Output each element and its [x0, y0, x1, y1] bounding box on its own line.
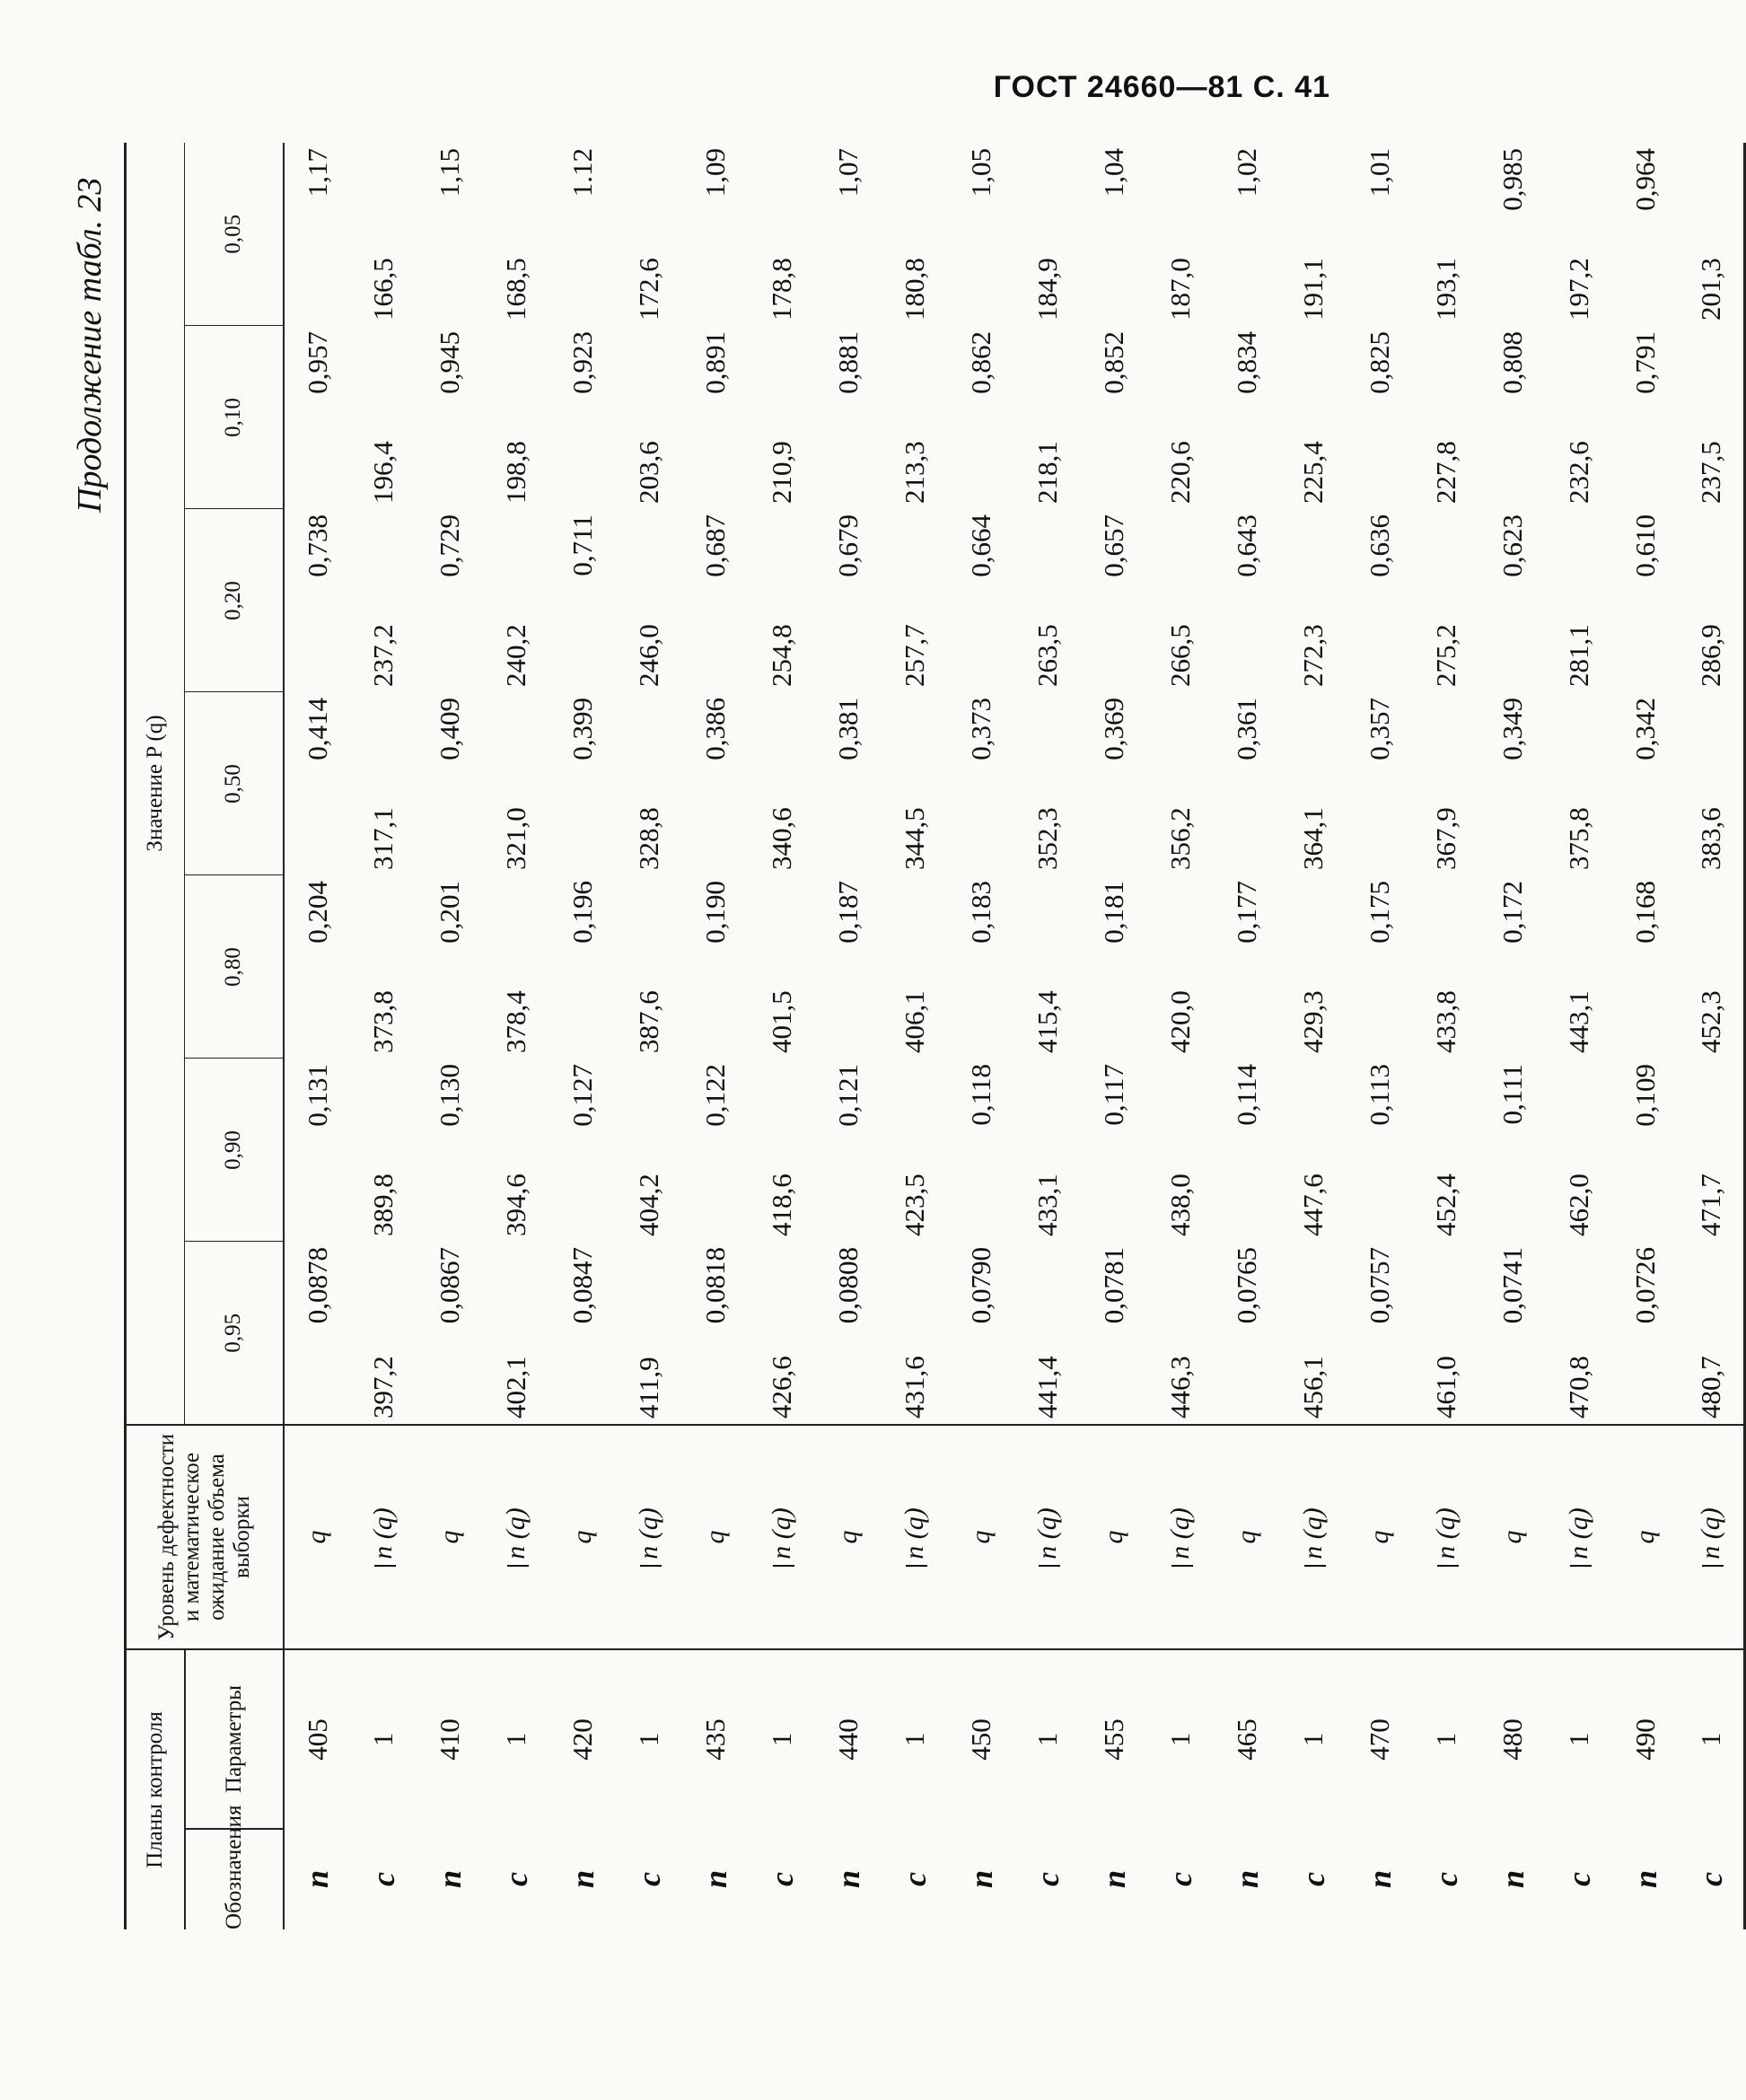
- symbol-cell: c: [1560, 1872, 1597, 1886]
- q-value-cell: 0,373: [965, 698, 996, 760]
- nq-value-cell: 196,4: [367, 441, 399, 504]
- parameter-cell: 1: [749, 1649, 815, 1829]
- level-label: n (q): [633, 1507, 663, 1560]
- level-label: q: [302, 1530, 331, 1544]
- nq-value-cell: 401,5: [766, 990, 797, 1053]
- nq-value-cell: 257,7: [899, 624, 930, 687]
- table-row: [882, 143, 948, 1929]
- nq-value-cell: 433,8: [1430, 990, 1461, 1053]
- nq-value-cell: 389,8: [367, 1173, 399, 1236]
- overline-mark: [1570, 1565, 1592, 1567]
- q-value-cell: 0,386: [699, 698, 731, 760]
- symbol-cell: n: [1627, 1869, 1663, 1889]
- symbol-cell: c: [896, 1872, 933, 1886]
- q-value-cell: 0,729: [434, 514, 465, 577]
- table-row: [1014, 143, 1081, 1929]
- level-cell: [1147, 1425, 1214, 1649]
- level-cell: [1280, 1425, 1347, 1649]
- nq-value-cell: 213,3: [899, 441, 930, 504]
- page-header: ГОСТ 24660—81 С. 41: [993, 70, 1330, 104]
- q-value-cell: 0,172: [1496, 881, 1528, 944]
- q-value-cell: 0,414: [301, 698, 333, 760]
- p-column-header: 0,95: [185, 1242, 284, 1425]
- level-label: q: [965, 1530, 996, 1544]
- q-value-cell: 0,738: [301, 514, 333, 577]
- q-value-cell: 1,01: [1364, 147, 1395, 198]
- q-value-cell: 0,399: [566, 698, 598, 760]
- level-label: q: [1231, 1530, 1261, 1544]
- level-cell: [882, 1425, 948, 1649]
- symbol-cell: n: [1095, 1869, 1132, 1889]
- nq-value-cell: 364,1: [1297, 807, 1329, 870]
- nq-value-cell: 431,6: [899, 1356, 930, 1419]
- p-column-header: 0,80: [185, 875, 284, 1059]
- nq-value-cell: 456,1: [1297, 1356, 1329, 1419]
- nq-value-cell: 178,8: [766, 258, 797, 321]
- nq-value-cell: 272,3: [1297, 624, 1329, 687]
- nq-value-cell: 480,7: [1695, 1356, 1727, 1419]
- nq-value-cell: 254,8: [766, 624, 797, 687]
- q-value-cell: 0,825: [1364, 331, 1395, 394]
- q-value-cell: 0,175: [1364, 881, 1395, 944]
- parameter-cell: 1: [616, 1649, 682, 1829]
- nq-value-cell: 402,1: [500, 1356, 531, 1419]
- parameter-cell: 440: [815, 1649, 882, 1829]
- table-row: [948, 143, 1014, 1929]
- q-value-cell: 0,118: [965, 1064, 996, 1126]
- nq-value-cell: 375,8: [1563, 807, 1594, 870]
- table-row: [483, 143, 549, 1929]
- symbol-column-header: Обозначения: [185, 1829, 284, 1929]
- level-cell: [1546, 1425, 1612, 1649]
- q-value-cell: 0,623: [1496, 514, 1528, 577]
- q-value-cell: 0,957: [301, 331, 333, 394]
- symbol-cell: c: [1692, 1872, 1729, 1886]
- parameter-cell: 1: [350, 1649, 417, 1829]
- q-value-cell: 1,15: [434, 147, 465, 198]
- q-value-cell: 0,985: [1496, 147, 1528, 211]
- level-cell: [1014, 1425, 1081, 1649]
- overline-mark: [906, 1565, 927, 1567]
- symbol-cell: n: [431, 1869, 468, 1889]
- table-row: [682, 143, 749, 1929]
- q-value-cell: 0,0726: [1629, 1247, 1661, 1324]
- nq-value-cell: 344,5: [899, 807, 930, 870]
- level-cell: [1679, 1425, 1745, 1649]
- level-cell: [1413, 1425, 1479, 1649]
- q-value-cell: 0,945: [434, 331, 465, 394]
- nq-value-cell: 378,4: [500, 990, 531, 1053]
- q-value-cell: 0,381: [832, 698, 864, 760]
- nq-value-cell: 387,6: [633, 990, 664, 1053]
- q-value-cell: 1,04: [1098, 147, 1129, 198]
- nq-value-cell: 373,8: [367, 990, 399, 1053]
- params-column-header: Параметры: [185, 1649, 284, 1829]
- q-value-cell: 0,0808: [832, 1247, 864, 1324]
- nq-value-cell: 275,2: [1430, 624, 1461, 687]
- q-value-cell: 0,636: [1364, 514, 1395, 577]
- nq-value-cell: 433,1: [1031, 1173, 1063, 1236]
- table-row: [1347, 143, 1413, 1929]
- parameter-cell: 1: [1014, 1649, 1081, 1829]
- table-row: [284, 143, 350, 1929]
- q-value-cell: 0,114: [1231, 1064, 1262, 1126]
- symbol-cell: c: [630, 1872, 667, 1886]
- parameter-cell: 490: [1612, 1649, 1679, 1829]
- q-value-cell: 0,687: [699, 514, 731, 577]
- level-cell: [948, 1425, 1014, 1649]
- table-row: [815, 143, 882, 1929]
- q-value-cell: 0,923: [566, 331, 598, 394]
- nq-value-cell: 246,0: [633, 624, 664, 687]
- q-value-cell: 0,0818: [699, 1247, 731, 1324]
- nq-value-cell: 394,6: [500, 1173, 531, 1236]
- overline-mark: [773, 1565, 794, 1567]
- nq-value-cell: 240,2: [500, 624, 531, 687]
- level-cell: [815, 1425, 882, 1649]
- level-label: n (q): [500, 1507, 531, 1560]
- q-value-cell: 0,349: [1496, 698, 1528, 760]
- q-value-cell: 1,17: [301, 147, 333, 198]
- nq-value-cell: 232,6: [1563, 441, 1594, 504]
- q-value-cell: 0,791: [1629, 331, 1661, 394]
- table-row: [350, 143, 417, 1929]
- overline-mark: [507, 1565, 529, 1567]
- symbol-cell: c: [1162, 1872, 1198, 1886]
- q-value-cell: 0,130: [434, 1064, 465, 1127]
- q-value-cell: 0,711: [566, 514, 598, 576]
- q-value-cell: 1,05: [965, 147, 996, 198]
- nq-value-cell: 187,0: [1164, 258, 1196, 321]
- q-value-cell: 0,111: [1496, 1064, 1528, 1125]
- level-cell: [417, 1425, 483, 1649]
- nq-value-cell: 193,1: [1430, 258, 1461, 321]
- nq-value-cell: 191,1: [1297, 258, 1329, 321]
- parameter-cell: 420: [549, 1649, 616, 1829]
- level-label: q: [1364, 1530, 1394, 1544]
- level-label: n (q): [1695, 1507, 1725, 1560]
- q-value-cell: 0,168: [1629, 881, 1661, 944]
- nq-value-cell: 452,4: [1430, 1173, 1461, 1236]
- nq-value-cell: 352,3: [1031, 807, 1063, 870]
- nq-value-cell: 197,2: [1563, 258, 1594, 321]
- table-continuation-title: Продолжение табл. 23: [71, 177, 109, 513]
- symbol-cell: n: [564, 1869, 601, 1889]
- symbol-cell: n: [1361, 1869, 1398, 1889]
- parameter-cell: 455: [1081, 1649, 1147, 1829]
- symbol-cell: n: [1494, 1869, 1531, 1889]
- symbol-cell: n: [697, 1869, 733, 1889]
- q-value-cell: 0,0757: [1364, 1247, 1395, 1324]
- level-cell: [616, 1425, 682, 1649]
- level-cell: [483, 1425, 549, 1649]
- table-row: [1546, 143, 1612, 1929]
- table-row: [1612, 143, 1679, 1929]
- q-value-cell: 0,187: [832, 881, 864, 944]
- table-row: [1479, 143, 1546, 1929]
- values-group-header: Значение P (q): [126, 143, 185, 1425]
- q-value-cell: 0,852: [1098, 331, 1129, 394]
- symbol-cell: c: [364, 1872, 401, 1886]
- q-value-cell: 0,643: [1231, 514, 1262, 577]
- nq-value-cell: 340,6: [766, 807, 797, 870]
- nq-value-cell: 404,2: [633, 1173, 664, 1236]
- level-cell: [682, 1425, 749, 1649]
- nq-value-cell: 383,6: [1695, 807, 1727, 870]
- table-row: [616, 143, 682, 1929]
- parameter-cell: 1: [1280, 1649, 1347, 1829]
- nq-value-cell: 203,6: [633, 441, 664, 504]
- table-row: [749, 143, 815, 1929]
- parameter-cell: 1: [1147, 1649, 1214, 1829]
- nq-value-cell: 263,5: [1031, 624, 1063, 687]
- nq-value-cell: 452,3: [1695, 990, 1727, 1053]
- nq-value-cell: 225,4: [1297, 441, 1329, 504]
- level-cell: [549, 1425, 616, 1649]
- q-value-cell: 0,834: [1231, 331, 1262, 394]
- level-label: n (q): [1430, 1507, 1461, 1560]
- q-value-cell: 0,369: [1098, 698, 1129, 760]
- q-value-cell: 0,964: [1629, 147, 1661, 211]
- q-value-cell: 0,862: [965, 331, 996, 394]
- q-value-cell: 0,0867: [434, 1247, 465, 1324]
- q-value-cell: 1,02: [1231, 147, 1262, 198]
- p-column-header: 0,50: [185, 692, 284, 875]
- parameter-cell: 450: [948, 1649, 1014, 1829]
- q-value-cell: 0,109: [1629, 1064, 1661, 1127]
- level-label: n (q): [899, 1507, 929, 1560]
- parameter-cell: 410: [417, 1649, 483, 1829]
- p-column-header: 0,10: [185, 326, 284, 509]
- q-value-cell: 0,357: [1364, 698, 1395, 760]
- nq-value-cell: 356,2: [1164, 807, 1196, 870]
- overline-mark: [1171, 1565, 1193, 1567]
- q-value-cell: 0,127: [566, 1064, 598, 1127]
- q-value-cell: 0,610: [1629, 514, 1661, 577]
- nq-value-cell: 415,4: [1031, 990, 1063, 1053]
- q-value-cell: 0,0847: [566, 1247, 598, 1324]
- parameter-cell: 1: [1413, 1649, 1479, 1829]
- table-row: [1679, 143, 1745, 1929]
- nq-value-cell: 172,6: [633, 258, 664, 321]
- nq-value-cell: 286,9: [1695, 624, 1727, 687]
- q-value-cell: 0,122: [699, 1064, 731, 1127]
- nq-value-cell: 443,1: [1563, 990, 1594, 1053]
- table-body: [284, 143, 1745, 1929]
- level-cell: [350, 1425, 417, 1649]
- q-value-cell: 0,0741: [1496, 1247, 1528, 1324]
- q-value-cell: 0,881: [832, 331, 864, 394]
- symbol-cell: c: [1029, 1872, 1066, 1886]
- nq-value-cell: 237,5: [1695, 441, 1727, 504]
- table-row: [549, 143, 616, 1929]
- nq-value-cell: 201,3: [1695, 258, 1727, 321]
- level-label: q: [832, 1530, 863, 1544]
- level-label: n (q): [1164, 1507, 1195, 1560]
- nq-value-cell: 418,6: [766, 1173, 797, 1236]
- level-label: n (q): [1563, 1507, 1593, 1560]
- level-cell: [1347, 1425, 1413, 1649]
- q-value-cell: 0,196: [566, 881, 598, 944]
- level-label: q: [1496, 1530, 1527, 1544]
- level-cell: [284, 1425, 350, 1649]
- nq-value-cell: 423,5: [899, 1173, 930, 1236]
- nq-value-cell: 367,9: [1430, 807, 1461, 870]
- q-value-cell: 0,201: [434, 881, 465, 944]
- nq-value-cell: 447,6: [1297, 1173, 1329, 1236]
- nq-value-cell: 198,8: [500, 441, 531, 504]
- parameter-cell: 470: [1347, 1649, 1413, 1829]
- nq-value-cell: 237,2: [367, 624, 399, 687]
- level-label: q: [1629, 1530, 1660, 1544]
- nq-value-cell: 210,9: [766, 441, 797, 504]
- nq-value-cell: 220,6: [1164, 441, 1196, 504]
- symbol-cell: c: [1294, 1872, 1331, 1886]
- level-label: n (q): [1031, 1507, 1062, 1560]
- symbol-cell: c: [763, 1872, 800, 1886]
- overline-mark: [1437, 1565, 1459, 1567]
- q-value-cell: 0,657: [1098, 514, 1129, 577]
- table-row: [1214, 143, 1280, 1929]
- overline-mark: [1039, 1565, 1060, 1567]
- plans-group-header: Планы контроля: [126, 1649, 185, 1929]
- parameter-cell: 1: [1546, 1649, 1612, 1829]
- nq-value-cell: 317,1: [367, 807, 399, 870]
- q-value-cell: 0,409: [434, 698, 465, 760]
- nq-value-cell: 429,3: [1297, 990, 1329, 1053]
- nq-value-cell: 266,5: [1164, 624, 1196, 687]
- q-value-cell: 0,664: [965, 514, 996, 577]
- overline-mark: [1304, 1565, 1326, 1567]
- q-value-cell: 0,113: [1364, 1064, 1395, 1126]
- symbol-cell: n: [1228, 1869, 1265, 1889]
- sampling-plan-table: [124, 143, 1746, 1929]
- nq-value-cell: 321,0: [500, 807, 531, 870]
- table-row: [1280, 143, 1347, 1929]
- level-cell: [749, 1425, 815, 1649]
- nq-value-cell: 446,3: [1164, 1356, 1196, 1419]
- table-row: [417, 143, 483, 1929]
- q-value-cell: 0,361: [1231, 698, 1262, 760]
- nq-value-cell: 397,2: [367, 1356, 399, 1419]
- parameter-cell: 1: [483, 1649, 549, 1829]
- symbol-cell: c: [1427, 1872, 1464, 1886]
- parameter-cell: 435: [682, 1649, 749, 1829]
- symbol-cell: n: [829, 1869, 866, 1889]
- overline-mark: [374, 1565, 396, 1567]
- parameter-cell: 480: [1479, 1649, 1546, 1829]
- symbol-cell: n: [299, 1869, 335, 1889]
- q-value-cell: 0,679: [832, 514, 864, 577]
- level-label: q: [434, 1530, 464, 1544]
- nq-value-cell: 426,6: [766, 1356, 797, 1419]
- nq-value-cell: 411,9: [633, 1357, 664, 1419]
- level-label: q: [699, 1530, 730, 1544]
- q-value-cell: 0,0781: [1098, 1247, 1129, 1324]
- overline-mark: [640, 1565, 662, 1567]
- table-row: [1413, 143, 1479, 1929]
- nq-value-cell: 471,7: [1695, 1173, 1727, 1236]
- nq-value-cell: 470,8: [1563, 1356, 1594, 1419]
- q-value-cell: 1,07: [832, 147, 864, 198]
- table-row: [1147, 143, 1214, 1929]
- nq-value-cell: 438,0: [1164, 1173, 1196, 1236]
- parameter-cell: 1: [1679, 1649, 1745, 1829]
- nq-value-cell: 180,8: [899, 258, 930, 321]
- symbol-cell: n: [962, 1869, 999, 1889]
- nq-value-cell: 406,1: [899, 990, 930, 1053]
- q-value-cell: 0,891: [699, 331, 731, 394]
- nq-value-cell: 227,8: [1430, 441, 1461, 504]
- parameter-cell: 1: [882, 1649, 948, 1829]
- q-value-cell: 0,177: [1231, 881, 1262, 944]
- nq-value-cell: 184,9: [1031, 258, 1063, 321]
- table-row: [1081, 143, 1147, 1929]
- level-cell: [1479, 1425, 1546, 1649]
- p-column-header: 0,90: [185, 1059, 284, 1242]
- q-value-cell: 0,204: [301, 881, 333, 944]
- p-column-header: 0,05: [185, 143, 284, 326]
- q-value-cell: 0,131: [301, 1064, 333, 1127]
- symbol-cell: c: [497, 1872, 534, 1886]
- nq-value-cell: 168,5: [500, 258, 531, 321]
- q-value-cell: 0,190: [699, 881, 731, 944]
- q-value-cell: 0,342: [1629, 698, 1661, 760]
- p-column-header: 0,20: [185, 509, 284, 692]
- level-cell: [1214, 1425, 1280, 1649]
- nq-value-cell: 462,0: [1563, 1173, 1594, 1236]
- nq-value-cell: 281,1: [1563, 624, 1594, 687]
- level-label: n (q): [367, 1507, 398, 1560]
- level-cell: [1081, 1425, 1147, 1649]
- q-value-cell: 0,181: [1098, 881, 1129, 944]
- level-label: q: [1098, 1530, 1128, 1544]
- nq-value-cell: 328,8: [633, 807, 664, 870]
- nq-value-cell: 461,0: [1430, 1356, 1461, 1419]
- nq-value-cell: 441,4: [1031, 1356, 1063, 1419]
- parameter-cell: 465: [1214, 1649, 1280, 1829]
- parameter-cell: 405: [284, 1649, 350, 1829]
- level-label: n (q): [1297, 1507, 1328, 1560]
- q-value-cell: 0,117: [1098, 1064, 1129, 1126]
- nq-value-cell: 166,5: [367, 258, 399, 321]
- q-value-cell: 0,183: [965, 881, 996, 944]
- q-value-cell: 0,808: [1496, 331, 1528, 394]
- q-value-cell: 1,09: [699, 147, 731, 198]
- nq-value-cell: 218,1: [1031, 441, 1063, 504]
- level-label: q: [566, 1530, 597, 1544]
- q-value-cell: 0,121: [832, 1064, 864, 1127]
- q-value-cell: 0,0765: [1231, 1247, 1262, 1324]
- level-cell: [1612, 1425, 1679, 1649]
- q-value-cell: 0,0878: [301, 1247, 333, 1324]
- q-value-cell: 1.12: [566, 147, 598, 198]
- overline-mark: [1702, 1565, 1724, 1567]
- level-label: n (q): [766, 1507, 796, 1560]
- nq-value-cell: 420,0: [1164, 990, 1196, 1053]
- level-column-header: Уровень дефектности и математическое ожидание объема выборки: [126, 1425, 284, 1649]
- q-value-cell: 0,0790: [965, 1247, 996, 1324]
